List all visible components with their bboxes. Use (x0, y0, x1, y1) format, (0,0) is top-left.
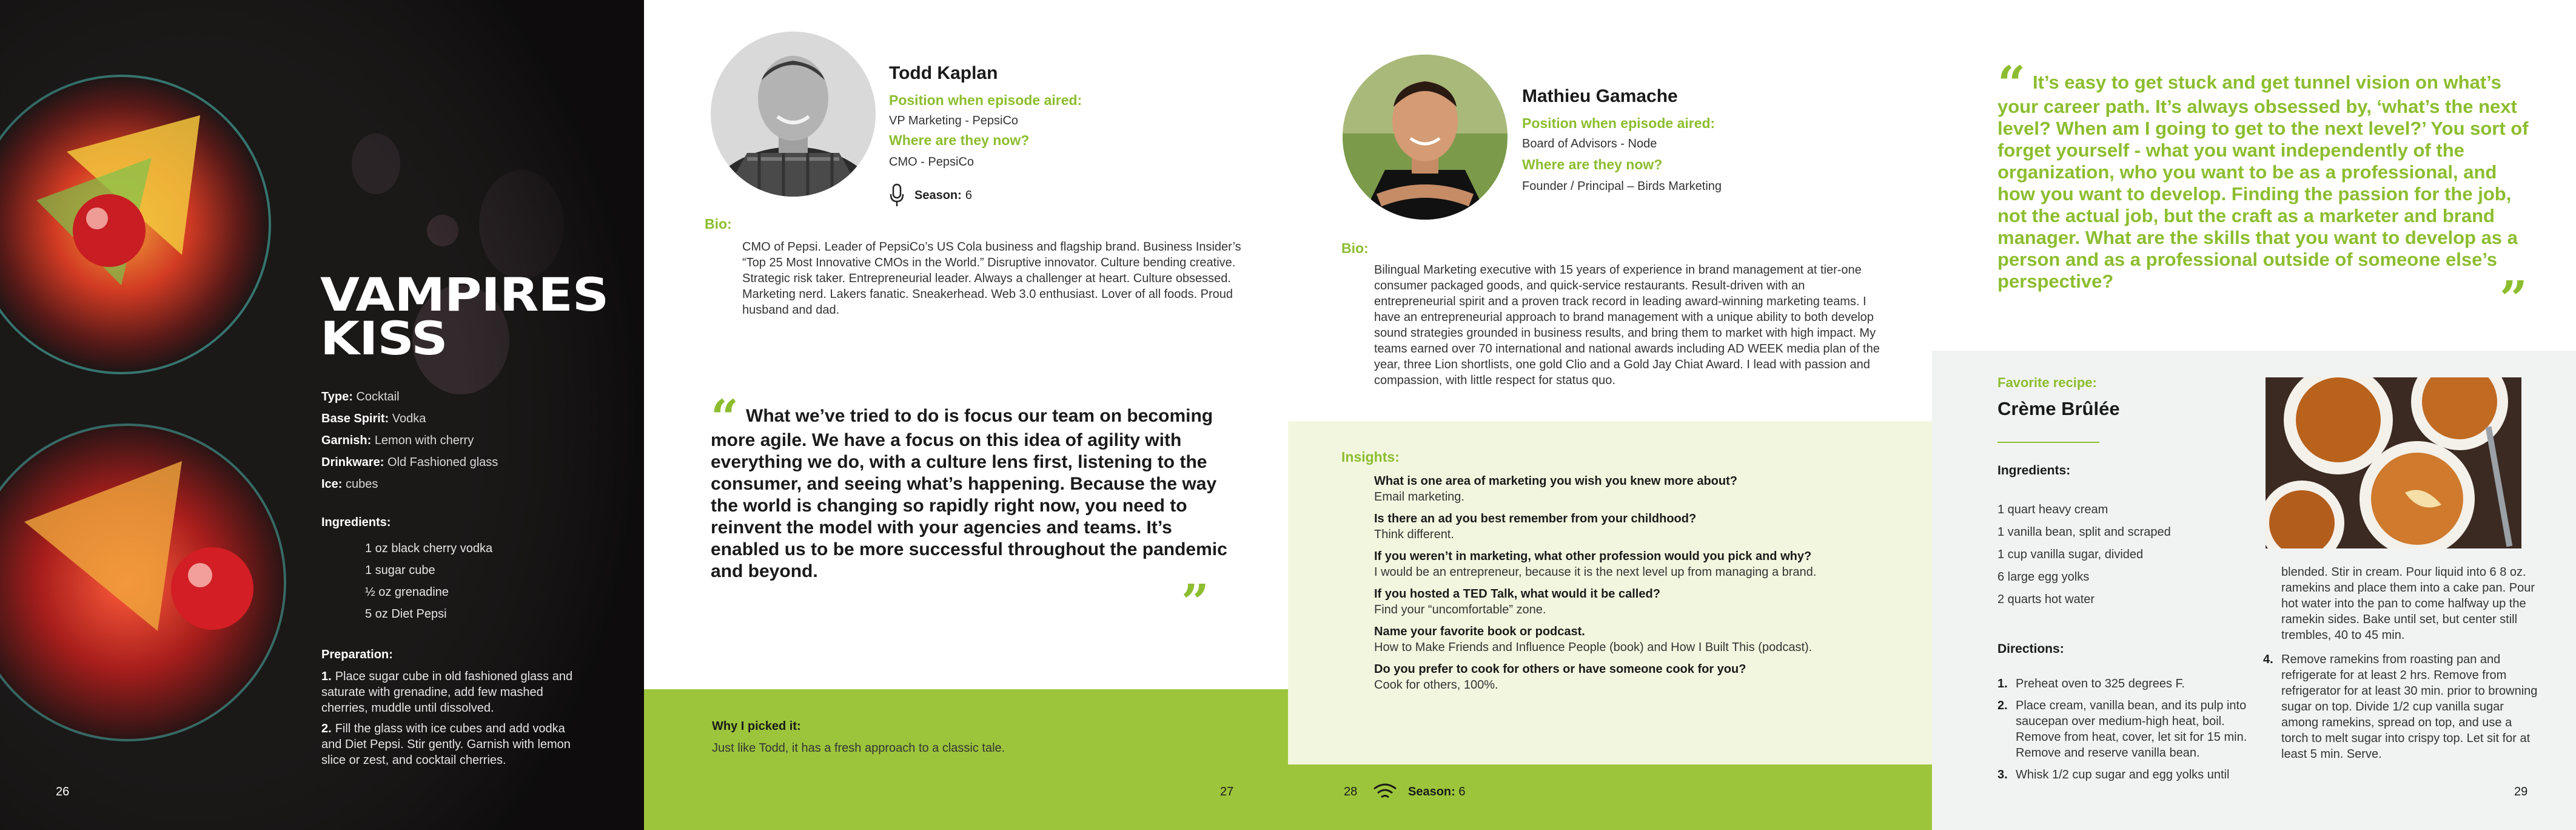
ingredients-heading: Ingredients: (321, 516, 391, 529)
list-item: 1 quart heavy cream (1997, 503, 2108, 516)
fact-ice: Ice: cubes (321, 477, 378, 491)
list-item: 6 large egg yolks (1997, 570, 2090, 584)
list-item: 1 vanilla bean, split and scraped (1997, 525, 2171, 539)
position-value: Board of Advisors - Node (1522, 137, 1657, 150)
open-quote-icon: “ (711, 389, 739, 446)
guest-name: Mathieu Gamache (1522, 86, 1678, 106)
bio-text: CMO of Pepsi. Leader of PepsiCo’s US Cola business and flagship brand. Business Insider’s “Top 25 Most Innovative CMOs in the World.” Disruptive innovator. Culture bending creative. Strategic risk taker. Entrepreneurial leader. Always a challenger at heart. Culture obsessed. Marketing nerd. Lakers fanatic. Sneakerhead. Web 3.0 enthusiast. Lover of all foods. Proud husband and dad. (742, 240, 1241, 317)
page-27 (644, 0, 1288, 830)
close-quote-icon: ” (1181, 573, 1210, 630)
microphone-icon (889, 183, 905, 208)
avatar (1343, 55, 1508, 220)
avatar (711, 32, 876, 197)
page-number: 26 (56, 785, 70, 798)
list-item: 1 oz black cherry vodka (365, 542, 493, 555)
pull-quote: “ It’s easy to get stuck and get tunnel vision on what’s your career path. It’s always obsessed by, ‘what’s the next level? When am I going to get to the next level?’ You sort of forget yourself - what you want independently of the organization, who you want to be as a professional, and how you want to develop. Finding the passion for the job, not the actual job, but the craft as a marketer and brand manager. What are the skills that you want to develop as a person and as a professional outside of someone else’s perspective? (1997, 55, 2529, 292)
page-26 (0, 0, 644, 830)
position-label: Position when episode aired: (1522, 115, 1716, 131)
season-line: Season: 6 (889, 183, 972, 208)
list-item: 1 cup vanilla sugar, divided (1997, 548, 2144, 561)
ingredients-list (1997, 499, 2171, 611)
close-quote-icon: ” (2500, 270, 2528, 327)
bio-label: Bio: (1341, 240, 1369, 256)
page-28 (1288, 0, 1932, 830)
why-text: Just like Todd, it has a fresh approach to a classic tale. (712, 741, 1005, 755)
list-item: ½ oz grenadine (365, 585, 449, 599)
creme-brulee-photo (2266, 377, 2521, 548)
now-value: CMO - PepsiCo (889, 155, 974, 169)
preparation-list (321, 669, 582, 773)
podcast-waves-icon (1372, 781, 1398, 800)
directions-continued: blended. Stir in cream. Pour liquid into 6 8 oz. ramekins and place them into a cake pan. Pour hot water into the pan to come halfway up the ramekin sides. Bake until set, but center still trembles, 40 to 45 min. (2281, 565, 2535, 642)
fact-type: Type: Cocktail (321, 390, 400, 403)
recipe-title: VAMPIRES KISS (320, 268, 609, 366)
recipe-label: Favorite recipe: (1997, 375, 2097, 390)
list-item: 4. Remove ramekins from roasting pan and refrigerate for at least 2 hrs. Remove from refrigerator for at least 30 min. prior to browning sugar on top. Divide 1/2 cup vanilla sugar among ramekins, spread on top, and use a torch to melt sugar into crispy top. Let sit for at least 5 min. Serve. (2263, 653, 2538, 761)
position-label: Position when episode aired: (889, 92, 1082, 108)
directions-list (1997, 676, 2264, 789)
fact-base-spirit: Base Spirit: Vodka (321, 412, 426, 425)
page-number: 28 (1344, 785, 1358, 798)
list-item: 5 oz Diet Pepsi (365, 607, 447, 621)
list-item: Do you prefer to cook for others or have someone cook for you? Cook for others, 100%. (1374, 663, 1746, 692)
list-item: 3. Whisk 1/2 cup sugar and egg yolks until (1997, 768, 2230, 781)
directions-heading: Directions: (1997, 642, 2064, 656)
list-item: 1 sugar cube (365, 564, 435, 577)
now-label: Where are they now? (1522, 157, 1663, 172)
season-line: Season: 6 (1408, 785, 1466, 798)
bio-label: Bio: (705, 216, 732, 232)
list-item: 1. Preheat oven to 325 degrees F. (1997, 677, 2185, 690)
list-item: 2. Fill the glass with ice cubes and add vodka and Diet Pepsi. Stir gently. Garnish with lemon slice or zest, and cocktail cherries. (321, 722, 571, 767)
drink-facts (321, 386, 576, 495)
insights-list (1374, 473, 1908, 699)
list-item: If you weren’t in marketing, what other profession would you pick and why? I would be an entrepreneur, because it is the next level up from managing a brand. (1374, 550, 1817, 579)
page-number: 29 (2514, 785, 2528, 798)
bio-text: Bilingual Marketing executive with 15 years of experience in brand management at tier-one consumer packaged goods, and quick-service restaurants. Result-driven with an entrepreneurial spirit and a proven track record in leading award-winning marketing teams. I have an entrepreneurial approach to brand management with a unique ability to both develop sound strategies grounded in business results, and bring them to market with high impact. My teams earned over 70 international and national awards including AD WEEK media plan of the year, three Lion shortlists, one gold Clio and a Gold Jay Chiat Award. I lead with passion and compassion, with little respect for status quo. (1374, 263, 1880, 387)
pull-quote: “ What we’ve tried to do is focus our team on becoming more agile. We have a focus on this idea of agility with everything we do, with a culture lens first, listening to the consumer, and seeing what’s happening. Because the way the world is changing so rapidly right now, you need to reinvent the model with your agencies and teams. It’s enabled us to be more successful throughout the pandemic and beyond. (711, 389, 1227, 581)
recipe-title: Crème Brûlée (1997, 398, 2120, 419)
directions-list-continued (2263, 652, 2542, 762)
list-item: 2. Place cream, vanilla bean, and its pulp into saucepan over medium-high heat, boil. Remove from heat, cover, let sit for 15 min. Remove and reserve vanilla bean. (1997, 699, 2247, 760)
list-item: Is there an ad you best remember from your childhood? Think different. (1374, 512, 1697, 541)
list-item: Name your favorite book or podcast. How to Make Friends and Influence People (book) and How I Built This (podcast). (1374, 625, 1813, 654)
fact-garnish: Garnish: Lemon with cherry (321, 434, 474, 447)
now-value: Founder / Principal – Birds Marketing (1522, 180, 1722, 193)
list-item: 2 quarts hot water (1997, 593, 2095, 606)
list-item: If you hosted a TED Talk, what would it be called? Find your “uncomfortable” zone. (1374, 587, 1660, 616)
insights-label: Insights: (1341, 449, 1400, 465)
why-label: Why I picked it: (712, 720, 801, 733)
page-29 (1932, 0, 2576, 830)
fact-drinkware: Drinkware: Old Fashioned glass (321, 456, 498, 469)
ingredients-list (365, 538, 492, 625)
page-number: 27 (1220, 785, 1234, 798)
list-item: 1. Place sugar cube in old fashioned glass and saturate with grenadine, add few mashed cherries, muddle until dissolved. (321, 670, 573, 715)
ingredients-heading: Ingredients: (1997, 464, 2071, 477)
divider (1997, 442, 2099, 443)
guest-name: Todd Kaplan (889, 63, 998, 83)
why-band (644, 689, 1288, 830)
open-quote-icon: “ (1997, 55, 2026, 112)
now-label: Where are they now? (889, 132, 1030, 148)
list-item: What is one area of marketing you wish you knew more about? Email marketing. (1374, 474, 1737, 504)
preparation-heading: Preparation: (321, 648, 393, 661)
footer-band (1288, 764, 1932, 830)
position-value: VP Marketing - PepsiCo (889, 114, 1019, 127)
